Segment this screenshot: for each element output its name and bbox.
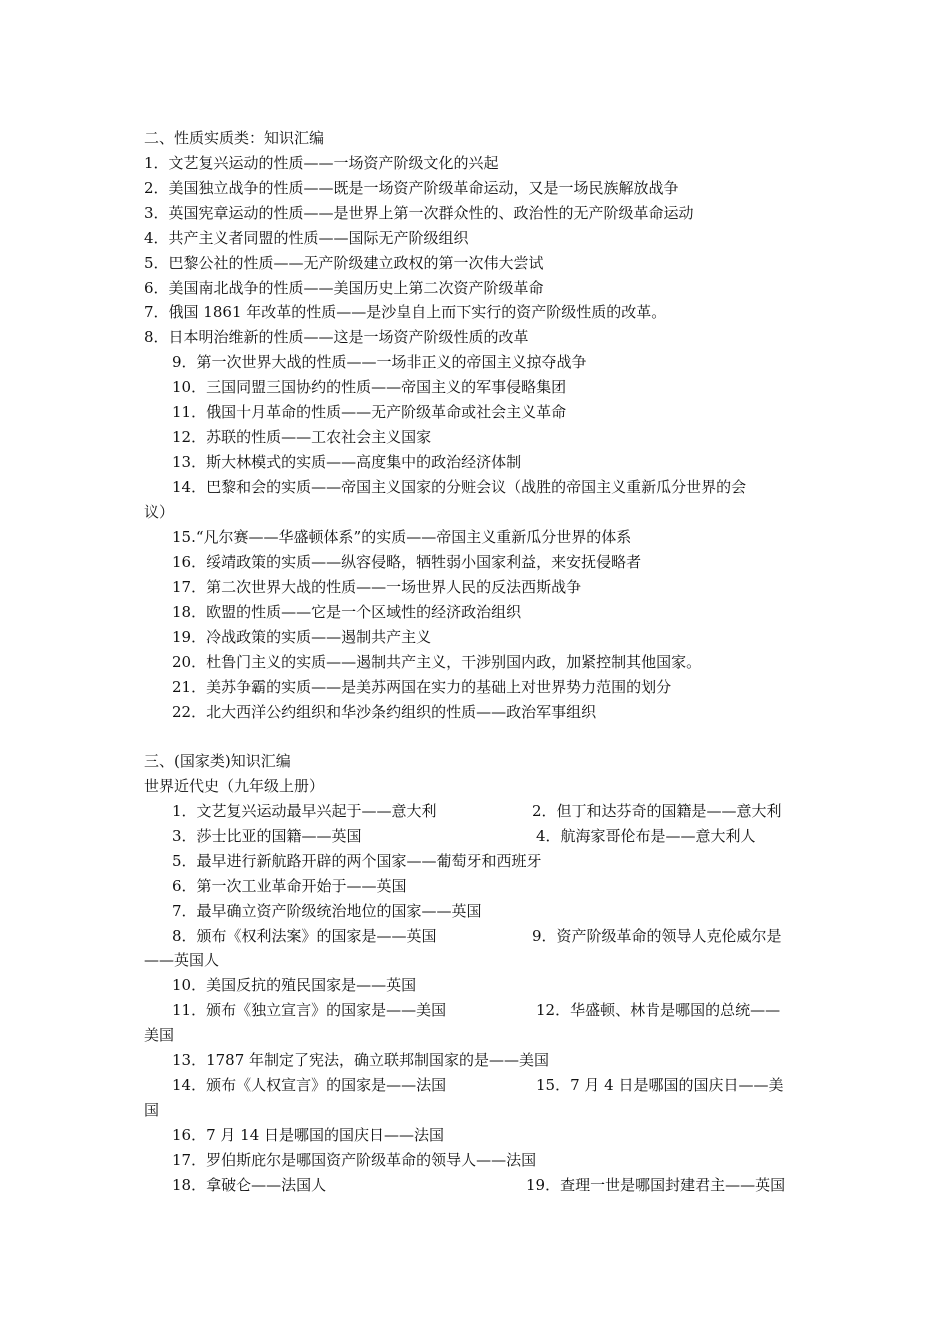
list-item: 5．巴黎公社的性质——无产阶级建立政权的第一次伟大尝试 [144,254,544,272]
list-item: 19．冷战政策的实质——遏制共产主义 [172,628,432,646]
list-item: 5．最早进行新航路开辟的两个国家——葡萄牙和西班牙 [172,852,542,870]
list-item: 11．俄国十月革命的性质——无产阶级革命或社会主义革命 [172,403,567,421]
list-item: 2．但丁和达芬奇的国籍是——意大利 [532,802,782,820]
list-item: 4．共产主义者同盟的性质——国际无产阶级组织 [144,229,469,247]
list-item: 22．北大西洋公约组织和华沙条约组织的性质——政治军事组织 [172,703,597,721]
list-item: 18．欧盟的性质——它是一个区域性的经济政治组织 [172,603,522,621]
list-item-continuation: 美国 [144,1026,175,1044]
list-item: 18．拿破仑——法国人 [172,1176,327,1194]
list-item: 13．斯大林模式的实质——高度集中的政治经济体制 [172,453,522,471]
list-item: 7．最早确立资产阶级统治地位的国家——英国 [172,902,482,920]
list-item: 10．美国反抗的殖民国家是——英国 [172,976,417,994]
list-item: 17．罗伯斯庇尔是哪国资产阶级革命的领导人——法国 [172,1151,537,1169]
list-item: 16．7 月 14 日是哪国的国庆日——法国 [172,1126,445,1144]
list-item: 14．巴黎和会的实质——帝国主义国家的分赃会议（战胜的帝国主义重新瓜分世界的会 [172,478,747,496]
section-3-heading: 三、(国家类)知识汇编 [144,752,291,770]
list-item: 16．绥靖政策的实质——纵容侵略，牺牲弱小国家利益，来安抚侵略者 [172,553,642,571]
list-item: 1．文艺复兴运动最早兴起于——意大利 [172,802,437,820]
list-item: 19．查理一世是哪国封建君主——英国 [526,1176,786,1194]
list-item: 20．杜鲁门主义的实质——遏制共产主义，干涉别国内政，加紧控制其他国家。 [172,653,702,671]
list-item: 2．美国独立战争的性质——既是一场资产阶级革命运动，又是一场民族解放战争 [144,179,679,197]
list-item-continuation: 国 [144,1101,160,1119]
list-item: 17．第二次世界大战的性质——一场世界人民的反法西斯战争 [172,578,582,596]
list-item: 13．1787 年制定了宪法，确立联邦制国家的是——美国 [172,1051,550,1069]
section-3-subheading: 世界近代史（九年级上册） [144,777,325,795]
list-item: 8．日本明治维新的性质——这是一场资产阶级性质的改革 [144,328,529,346]
list-item-continuation: ——英国人 [144,951,220,969]
list-item: 21．美苏争霸的实质——是美苏两国在实力的基础上对世界势力范围的划分 [172,678,672,696]
list-item: 6．美国南北战争的性质——美国历史上第二次资产阶级革命 [144,279,544,297]
list-item: 7．俄国 1861 年改革的性质——是沙皇自上而下实行的资产阶级性质的改革。 [144,303,667,321]
list-item: 10．三国同盟三国协约的性质——帝国主义的军事侵略集团 [172,378,567,396]
list-item: 3．莎士比亚的国籍——英国 [172,827,362,845]
list-item: 3．英国宪章运动的性质——是世界上第一次群众性的、政治性的无产阶级革命运动 [144,204,694,222]
list-item: 4．航海家哥伦布是——意大利人 [536,827,756,845]
list-item: 11．颁布《独立宣言》的国家是——美国 [172,1001,447,1019]
list-item: 8．颁布《权利法案》的国家是——英国 [172,927,437,945]
list-item-continuation: 议） [144,503,175,521]
section-2-heading: 二、性质实质类：知识汇编 [144,129,325,147]
list-item: 6．第一次工业革命开始于——英国 [172,877,407,895]
list-item: 15.“凡尔赛——华盛顿体系”的实质——帝国主义重新瓜分世界的体系 [172,528,632,546]
list-item: 15．7 月 4 日是哪国的国庆日——美 [536,1076,784,1094]
list-item: 1．文艺复兴运动的性质——一场资产阶级文化的兴起 [144,154,499,172]
list-item: 14．颁布《人权宣言》的国家是——法国 [172,1076,447,1094]
list-item: 12．华盛顿、林肯是哪国的总统—— [536,1001,781,1019]
list-item: 9．资产阶级革命的领导人克伦威尔是 [532,927,782,945]
list-item: 9．第一次世界大战的性质——一场非正义的帝国主义掠夺战争 [172,353,587,371]
list-item: 12．苏联的性质——工农社会主义国家 [172,428,432,446]
